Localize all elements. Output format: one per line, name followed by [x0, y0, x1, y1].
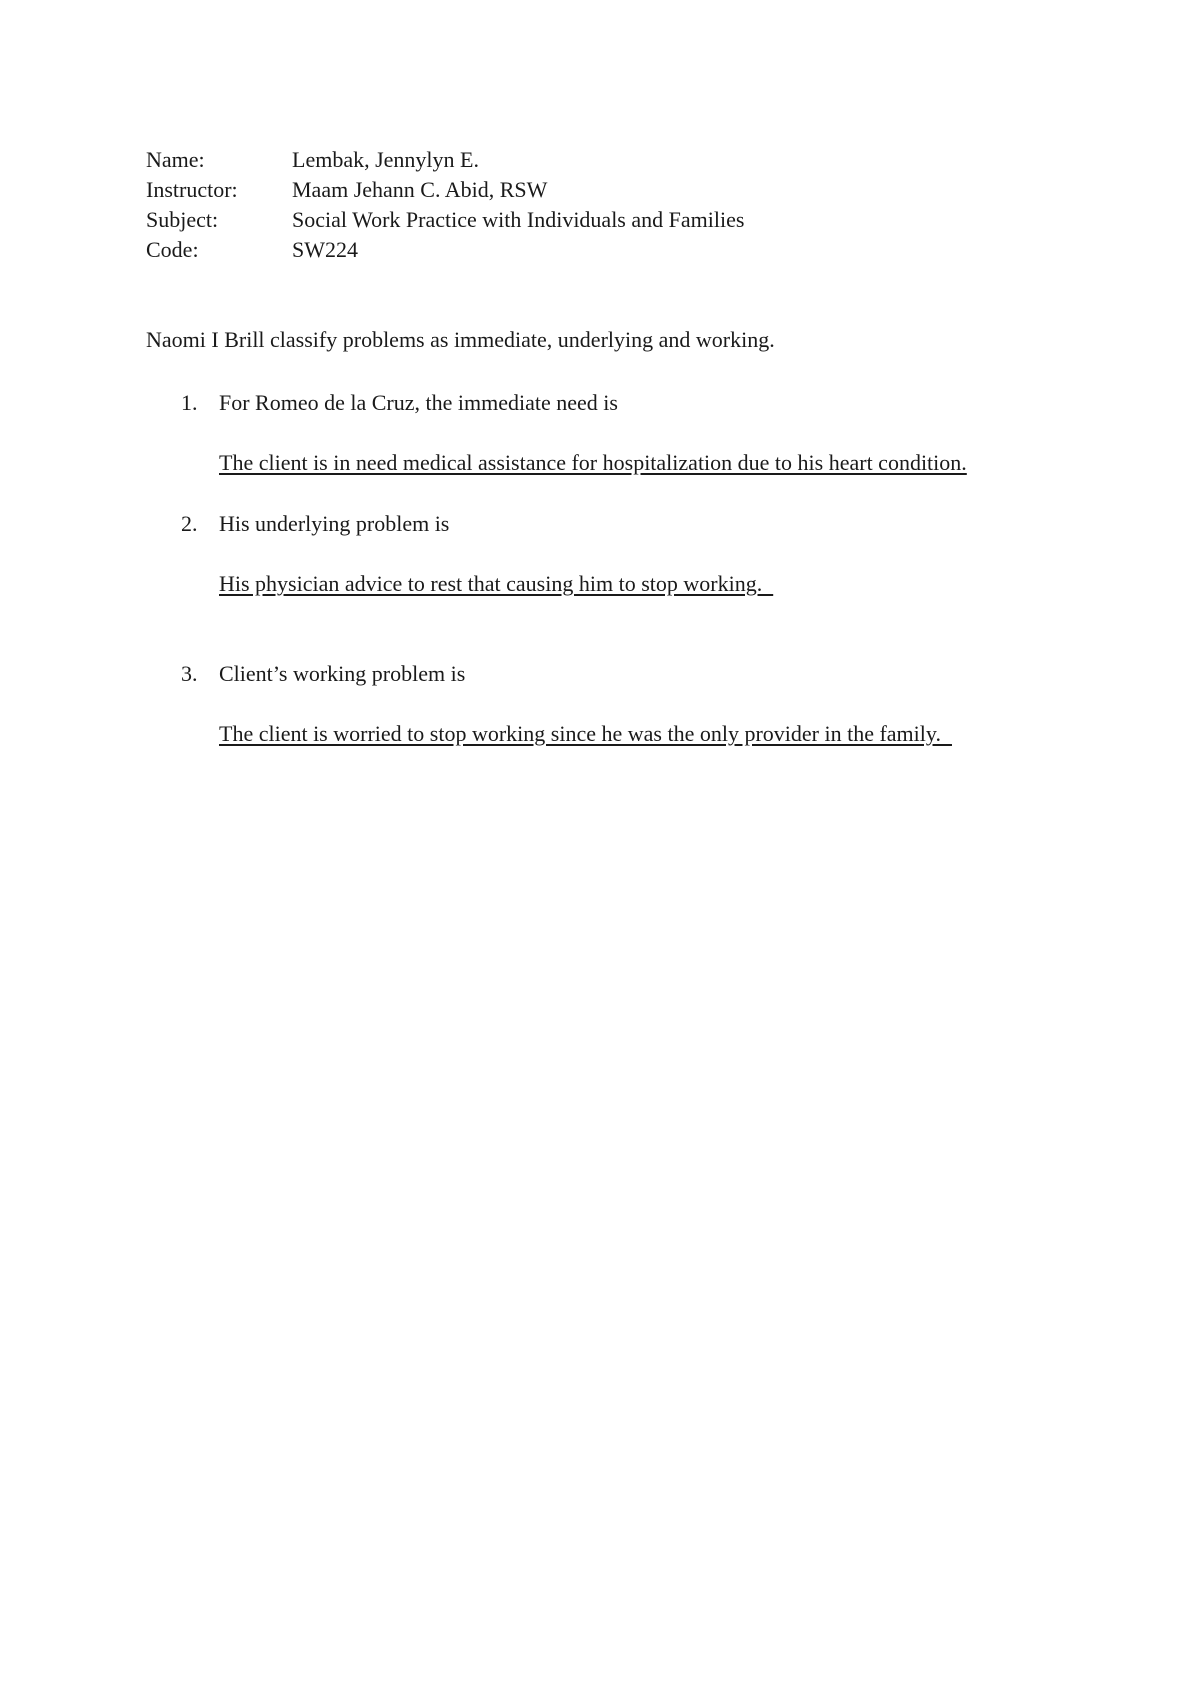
item-question: For Romeo de la Cruz, the immediate need is: [219, 390, 618, 415]
code-row: [146, 235, 744, 265]
item-number: 1.: [181, 390, 198, 415]
code-value: SW224: [292, 237, 358, 262]
item-answer: The client is in need medical assistance for hospitalization due to his heart condition.: [219, 450, 967, 475]
code-label: Code:: [146, 237, 199, 262]
item-number: 3.: [181, 661, 198, 686]
subject-row: [146, 205, 744, 235]
intro-paragraph: Naomi I Brill classify problems as immediate, underlying and working.: [146, 327, 775, 352]
header-info: [146, 145, 744, 265]
item-question: Client’s working problem is: [219, 661, 466, 686]
instructor-value: Maam Jehann C. Abid, RSW: [292, 177, 548, 202]
instructor-label: Instructor:: [146, 177, 238, 202]
item-number: 2.: [181, 511, 198, 536]
item-answer: His physician advice to rest that causing him to stop working.: [219, 571, 774, 596]
instructor-row: [146, 175, 744, 205]
item-question: His underlying problem is: [219, 511, 450, 536]
name-label: Name:: [146, 147, 205, 172]
item-answer: The client is worried to stop working since he was the only provider in the family.: [219, 721, 952, 746]
name-row: [146, 145, 744, 175]
subject-label: Subject:: [146, 207, 219, 232]
subject-value: Social Work Practice with Individuals and Families: [292, 207, 745, 232]
name-value: Lembak, Jennylyn E.: [292, 147, 479, 172]
